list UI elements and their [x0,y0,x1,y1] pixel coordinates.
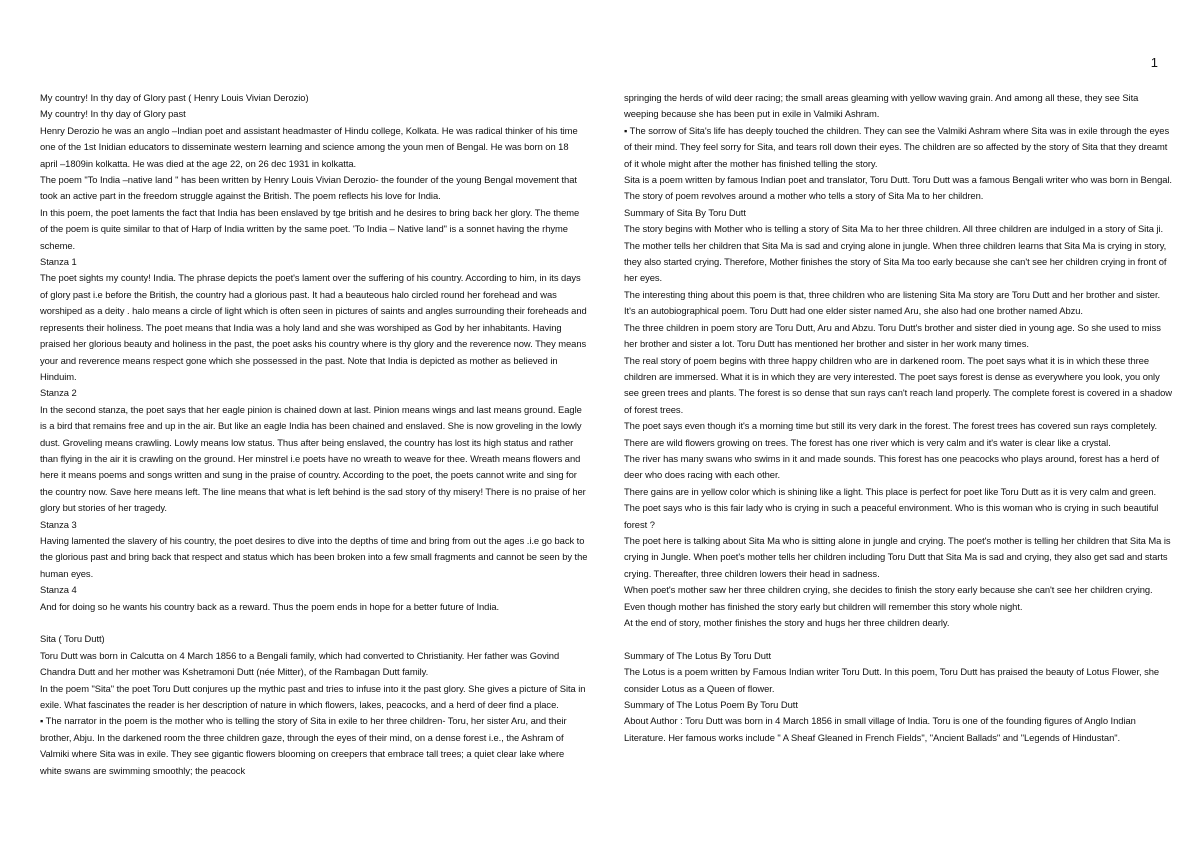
paragraph-sita-continued: springing the herds of wild deer racing; the small areas gleaming with yellow waving grain. And among all these, they see Sita weeping because she has been put in exile in Valmiki Ashram. [624,92,1139,120]
heading-derozio-poem: My country! In thy day of Glory past ( Henry Louis Vivian Derozio) [40,92,309,103]
paragraph-sita-about: Sita is a poem written by famous Indian poet and translator, Toru Dutt. Toru Dutt was a famous Bengali writer who was born in Bengal. The story of poem revolves around a mother who tells a story of Sita Ma to her children. [624,174,1172,202]
paragraph-lotus-intro: The Lotus is a poem written by Famous Indian writer Toru Dutt. In this poem, Toru Dutt has praised the beauty of Lotus Flower, she consider Lotus as a Queen of flower. [624,666,1160,694]
paragraph-sita-sorrow: ▪ The sorrow of Sita's life has deeply touched the children. They can see the Valmiki Ashram where Sita was in exile through the eyes of their mind. They feel sorry for Sita, and tears roll down their eyes. The children are so affected by the story of Sita that they dreamt of it whole might after the mother has finished telling the story. [624,124,1170,169]
spacer [624,631,1172,647]
paragraph-about-author: About Author : Toru Dutt was born in 4 March 1856 in small village of India. Toru is one of the founding figures of Anglo Indian Literature. Her famous works include " A Sheaf Gleaned in French Fields", "Ancient Ballads" and "Legends of Hindustan". [624,715,1136,743]
heading-stanza-2: Stanza 2 [40,387,77,399]
heading-stanza-4: Stanza 4 [40,584,77,596]
paragraph-river-swans: The river has many swans who swims in it and made sounds. This forest has one peacocks who plays around, forest has a herd of deer who does racing with each other. [624,452,1159,481]
page-number: 1 [1150,55,1158,70]
paragraph-sita-intro: In the poem "Sita" the poet Toru Dutt conjures up the mythic past and tries to infuse into it the past glory. She gives a picture of Sita in exile. What fascinates the reader is her description of nature in which flowers, lakes, peacocks, and a herd of deer find a place. [40,682,586,711]
subheading-derozio-poem: My country! In thy day of Glory past [40,108,186,120]
paragraph-story-begins: The story begins with Mother who is telling a story of Sita Ma to her three children. All three children are indulged in a story of Sita ji. The mother tells her children that Sita Ma is sad and crying alone in jungle. When three children learns that Sita Ma is crying in story, they also started crying. Therefore, Mother finishes the story of Sita Ma too early because she can't see her children crying in front of her eyes. [624,223,1167,284]
paragraph-stanza-4: And for doing so he wants his country back as a reward. Thus the poem ends in hope for a better future of India. [40,600,500,612]
paragraph-toru-dutt-bio: Toru Dutt was born in Calcutta on 4 March 1856 to a Bengali family, which had converted to Christianity. Her father was Govind Chandra Dutt and her mother was Kshetramoni Dutt (née Mitter), of the Rambagan Dutt family. [40,649,560,678]
paragraph-sita-narrator: ▪ The narrator in the poem is the mother who is telling the story of Sita in exile to her three children- Toru, her sister Aru, and their brother, Abju. In the darkened room the three children gaze, through the eyes of their mind, on a dense forest i.e., the Ashram of Valmiki where Sita was in exile. They see gigantic flowers blooming on creepers that embrace tall trees; a quiet clear lake where white swans are swimming smoothly; the peacock [40,715,567,776]
heading-stanza-1: Stanza 1 [40,256,77,268]
paragraph-stanza-3: Having lamented the slavery of his country, the poet desires to dive into the depths of time and bring from out the ages .i.e go back to the glorious past and bring back that respect and status which has been broken into a few small fragments and cannot be seen by the human eyes. [40,534,588,579]
paragraph-darkened-room: The real story of poem begins with three happy children who are in darkened room. The poet says what it is in which these three children are immersed. What it is in which they are very interested. The poet says forest is dense as everywhere you look, you only see green trees and plants. The forest is so dense that sun rays can't reach land properly. The complete forest is covered in a shadow of forest trees. [624,354,1173,415]
paragraph-morning-forest: The poet says even though it's a morning time but still its very dark in the forest. The forest trees has covered sun rays completely. There are wild flowers growing on trees. The forest has one river which is very calm and it's water is clear like a crystal. [624,420,1158,448]
paragraph-mother-finishes: When poet's mother saw her three children crying, she decides to finish the story early because she can't see her children crying. Even though mother has finished the story early but children will remember this story whole night. [624,584,1153,612]
heading-summary-lotus-poem: Summary of The Lotus Poem By Toru Dutt [624,699,798,711]
heading-sita-poem: Sita ( Toru Dutt) [40,633,105,645]
paragraph-stanza-2: In the second stanza, the poet says that her eagle pinion is chained down at last. Pinion means wings and last means ground. Eagle is a bird that remains free and up in the air. But like an eagle India has been chained and enslaved. She is now groveling in the lowly dust. Groveling means crawling. Lowly means low status. Thus after being enslaved, the country has lost its high status and rather than flying in the air it is crawling on the ground. Her minstrel i.e poets have no wreath to weave for thee. Wreath means flowers and here it means poems and songs written and sung in the praise of country. According to the poet, the poets cannot write and sing for the country now. Save here means left. The line means that what is left behind is the sad story of thy misery! There is no praise of her glory but stories of her tragedy. [40,403,586,514]
paragraph-story-end: At the end of story, mother finishes the story and hugs her three children dearly. [624,617,950,628]
paragraph-yellow-grains: There gains are in yellow color which is shining like a light. This place is perfect for poet like Toru Dutt as it is very calm and green. The poet says who is this fair lady who is crying in such a peaceful environment. Who is this woman who is crying in such beautiful forest ? [624,485,1159,530]
paragraph-poem-theme: In this poem, the poet laments the fact that India has been enslaved by tge british and he desires to bring back her glory. The theme of the poem is quite similar to that of Harp of India written by the same poet. 'To India – Native land" is a sonnet having the rhyme scheme. [40,206,580,251]
heading-stanza-3: Stanza 3 [40,518,77,530]
heading-summary-lotus: Summary of The Lotus By Toru Dutt [624,649,772,661]
heading-summary-sita: Summary of Sita By Toru Dutt [624,206,746,218]
paragraph-three-children: The three children in poem story are Toru Dutt, Aru and Abzu. Toru Dutt's brother and sister died in young age. So she used to miss her brother and sister a lot. Toru Dutt has mentioned her brother and sister in her work many times. [624,321,1161,350]
paragraph-sita-crying: The poet here is talking about Sita Ma who is sitting alone in jungle and crying. The poet's mother is telling her children that Sita Ma is crying in Jungle. When poet's mother tells her children including Toru Dutt that Sita Ma is sad and crying, they also get sad and starts crying. Thereafter, three children lowers their head in sadness. [624,534,1171,579]
spacer [40,615,588,631]
left-column [40,90,588,779]
paragraph-autobiographical: The interesting thing about this poem is that, three children who are listening Sita Ma story are Toru Dutt and her brother and sister. It's an autobiographical poem. Toru Dutt had one elder sister named Aru, she also had one brother named Abzu. [624,288,1161,317]
paragraph-derozio-bio: Henry Derozio he was an anglo –Indian poet and assistant headmaster of Hindu college, Kolkata. He was radical thinker of his time one of the 1st Inidian educators to disseminate western learning and science among the youn men of Bengal. He was born on 18 april –1809in kolkatta. He was died at the age 22, on 26 dec 1931 in kolkatta. [40,124,578,169]
right-column [624,90,1172,746]
paragraph-stanza-1: The poet sights my county! India. The phrase depicts the poet's lament over the suffering of his country. According to him, in its days of glory past i.e before the British, the country had a glorious past. It had a beauteous halo circled round her forehead and was worshiped as a deity . halo means a circle of light which is often seen in pictures of saints and angles surrounding their foreheads and represents their holiness. The poet means that India was a holy land and she was worshiped as God by her inhabitants. Having praised her glorious beauty and holiness in the past, the poet asks his country where is thy glory and the reverence now. They means your and reverence means respect gone which she possessed in the past. Note that India is depicted as mother as believed in Hinduim. [40,272,587,382]
paragraph-poem-intro: The poem "To India –native land " has been written by Henry Louis Vivian Derozio- the founder of the young Bengal movement that took an active part in the freedom struggle against the British. The poem reflects his love for India. [40,174,577,202]
